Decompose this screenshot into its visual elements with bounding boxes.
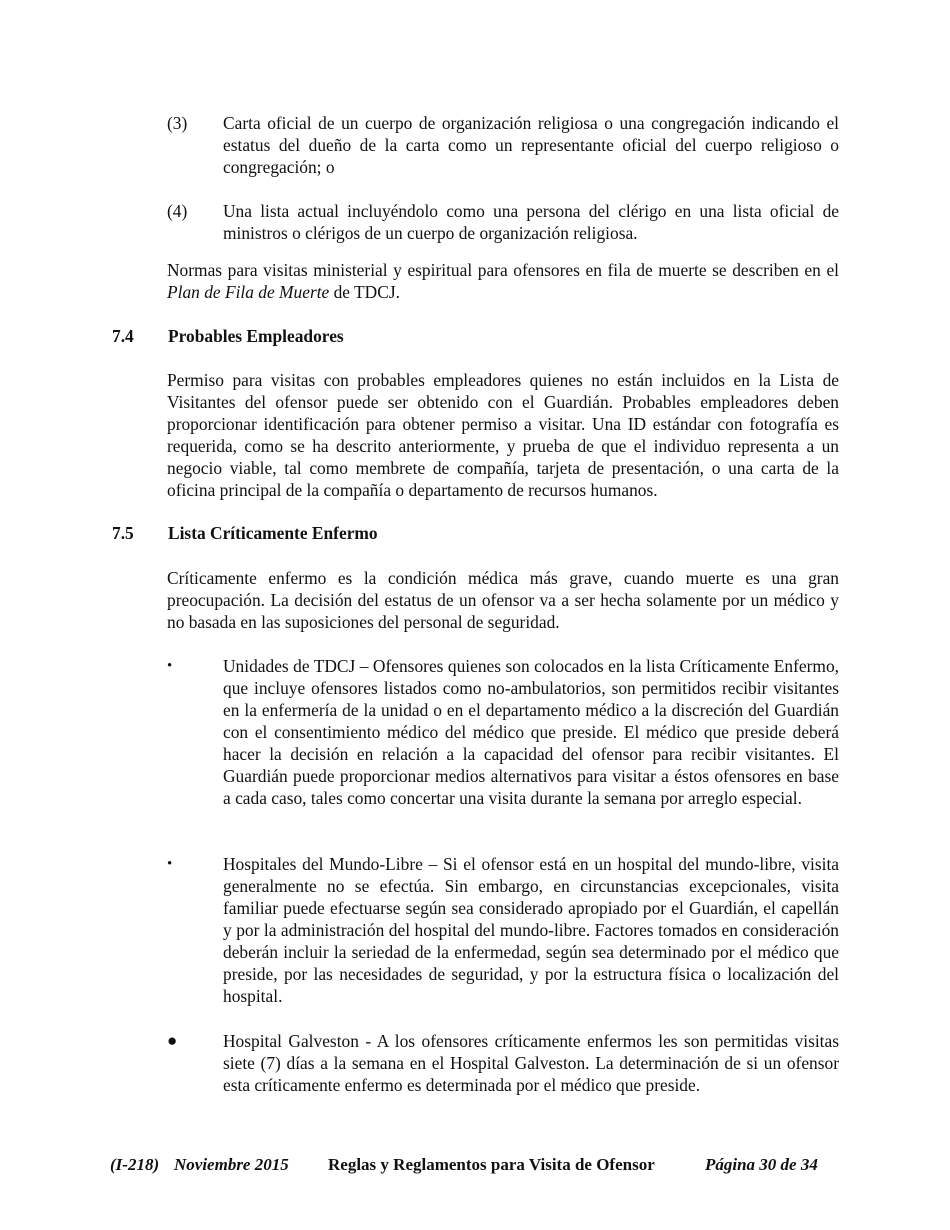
list-item-text: Carta oficial de un cuerpo de organización religiosa o una congregación indicando el estatus del dueño de la carta como un representante oficial del cuerpo religioso o congregación; o bbox=[223, 113, 839, 177]
bullet-icon: • bbox=[167, 658, 173, 674]
section-number: 7.4 bbox=[112, 326, 134, 346]
list-item-3 bbox=[167, 112, 839, 178]
section-7-5-body: Críticamente enfermo es la condición médica más grave, cuando muerte es una gran preocupación. La decisión del estatus de un ofensor va a ser hecha solamente por un médico y no basada en las suposiciones del personal de seguridad. bbox=[167, 568, 839, 632]
list-item-4 bbox=[167, 200, 839, 244]
bullet-icon: • bbox=[167, 856, 173, 872]
bullet-item-galveston-hospital bbox=[167, 1030, 839, 1096]
list-item-number: (3) bbox=[167, 113, 188, 133]
document-code: (I-218) bbox=[110, 1155, 160, 1174]
section-7-4-body: Permiso para visitas con probables empleadores quienes no están incluidos en la Lista de Visitantes del ofensor puede ser obtenido con el Guardián. Probables empleadores deben proporcionar identificación para obtener permiso a visitar. Una ID estándar con fotografía es requerida, como se ha descrito anteriormente, y prueba de que el individuo representa a un negocio viable, tal como membrete de compañía, tarjeta de presentación, o una carta de la oficina principal de la compañía o departamento de recursos humanos. bbox=[167, 370, 839, 500]
bullet-item-tdcj-units bbox=[167, 655, 839, 809]
bullet-icon: ● bbox=[167, 1031, 178, 1050]
plan-title: Plan de Fila de Muerte bbox=[167, 282, 330, 302]
bullet-item-free-world-hospitals bbox=[167, 853, 839, 1007]
normas-text-after: de TDCJ. bbox=[329, 282, 400, 302]
section-heading-7-4 bbox=[112, 325, 344, 347]
section-number: 7.5 bbox=[112, 523, 134, 543]
document-title: Reglas y Reglamentos para Visita de Ofensor bbox=[328, 1155, 655, 1174]
normas-text-before: Normas para visitas ministerial y espiritual para ofensores en fila de muerte se describen en el bbox=[167, 260, 839, 280]
page-number: Página 30 de 34 bbox=[705, 1155, 818, 1174]
section-title: Lista Críticamente Enfermo bbox=[168, 523, 378, 543]
document-date: Noviembre 2015 bbox=[174, 1155, 289, 1174]
bullet-text: Unidades de TDCJ – Ofensores quienes son colocados en la lista Críticamente Enfermo, que incluye ofensores listados como no-ambulatorios, son permitidos recibir visitantes en la enfermería de la unidad o en el departamento médico a la discreción del Guardián con el consentimiento médico del médico que preside. El médico que preside deberá hacer la decisión en relación a la capacidad del ofensor para recibir visitantes. El Guardián puede proporcionar medios alternativos para visitar a éstos ofensores en base a cada caso, tales como concertar una visita durante la semana por arreglo especial. bbox=[223, 656, 839, 808]
section-title: Probables Empleadores bbox=[168, 326, 344, 346]
list-item-number: (4) bbox=[167, 201, 188, 221]
bullet-text: Hospital Galveston - A los ofensores críticamente enfermos les son permitidas visitas siete (7) días a la semana en el Hospital Galveston. La determinación de si un ofensor esta críticamente enfermo es determinada por el médico que preside. bbox=[223, 1031, 839, 1095]
normas-paragraph bbox=[167, 259, 839, 303]
section-heading-7-5 bbox=[112, 522, 378, 544]
bullet-text: Hospitales del Mundo-Libre – Si el ofensor está en un hospital del mundo-libre, visita generalmente no se efectúa. Sin embargo, en circunstancias excepcionales, visita familiar puede efectuarse según sea considerado apropiado por el Guardián, el capellán y por la administración del hospital del mundo-libre. Factores tomados en consideración deberán incluir la seriedad de la enfermedad, según sea determinado por el médico que preside, por las necesidades de seguridad, y por la estructura física o localización del hospital. bbox=[223, 854, 839, 1006]
list-item-text: Una lista actual incluyéndolo como una persona del clérigo en una lista oficial de ministros o clérigos de un cuerpo de organización religiosa. bbox=[223, 201, 839, 243]
